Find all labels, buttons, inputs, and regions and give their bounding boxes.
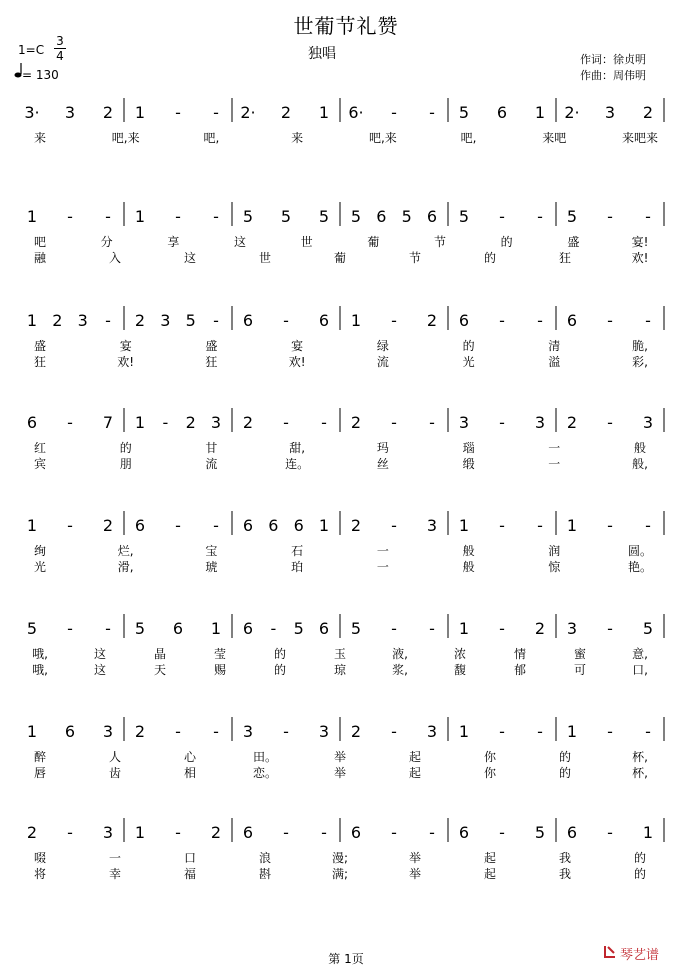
lyric: 光 xyxy=(462,355,475,369)
lyric: 杯, xyxy=(632,750,648,764)
lyric: 溢 xyxy=(548,355,561,369)
dash-note: - xyxy=(213,311,219,330)
note: 2 xyxy=(134,311,146,330)
dash-note: - xyxy=(391,823,397,842)
note: 1 xyxy=(566,722,578,741)
note: 3 xyxy=(210,413,222,432)
dash-note: - xyxy=(175,516,181,535)
time-signature-top: 3 xyxy=(56,34,64,48)
lyric: 人 xyxy=(108,750,122,764)
lyric: 漫; xyxy=(331,851,349,865)
lyric: 一 xyxy=(108,851,122,865)
logo-icon xyxy=(602,944,618,960)
note: 6 xyxy=(566,311,578,330)
lyric: 这 xyxy=(93,647,107,661)
lyric: 朋 xyxy=(119,457,132,471)
lyric: 宴 xyxy=(119,339,132,353)
lyric: 吧,来 xyxy=(368,131,397,145)
dash-note: - xyxy=(391,413,397,432)
note: 3 xyxy=(604,103,616,122)
lyric: 吧,来 xyxy=(111,131,140,145)
lyric: 石 xyxy=(291,544,304,558)
note: 3 xyxy=(642,413,654,432)
note: 3 xyxy=(160,311,171,330)
lyric: 入 xyxy=(108,251,122,265)
dash-note: - xyxy=(270,619,277,638)
dash-note: - xyxy=(429,619,435,638)
lyric: 世 xyxy=(258,251,272,265)
lyric: 来吧 xyxy=(542,131,567,145)
lyric: 来 xyxy=(291,131,304,145)
dash-note: - xyxy=(213,103,219,122)
lyric: 液, xyxy=(392,647,408,661)
lyric: 琥 xyxy=(205,560,218,574)
dash-note: - xyxy=(283,311,289,330)
lyric: 莹 xyxy=(213,647,227,661)
note: 5 xyxy=(280,207,292,226)
lyric: 绚 xyxy=(33,544,47,558)
lyric: 郁 xyxy=(513,663,527,677)
lyric: 宴 xyxy=(291,339,304,353)
lyric: 这 xyxy=(233,235,247,249)
lyric: 口, xyxy=(632,663,648,677)
lyric: 举 xyxy=(333,750,347,764)
lyric: 世 xyxy=(300,235,313,249)
dash-note: - xyxy=(429,103,435,122)
dash-note: - xyxy=(499,722,505,741)
dash-note: - xyxy=(645,207,651,226)
note: 5 xyxy=(242,207,254,226)
note: 6 xyxy=(318,311,330,330)
lyric: 天 xyxy=(153,663,167,677)
dash-note: - xyxy=(499,207,505,226)
dash-note: - xyxy=(499,619,505,638)
lyric: 欢! xyxy=(288,355,306,369)
lyric: 馥 xyxy=(453,663,467,677)
dash-note: - xyxy=(283,823,289,842)
note: 1 xyxy=(350,311,362,330)
lyric: 圆。 xyxy=(627,544,653,558)
note: 3 xyxy=(242,722,254,741)
note: 6 xyxy=(242,516,254,535)
lyric: 满; xyxy=(331,867,349,881)
note: 2 xyxy=(210,823,222,842)
lyric: 起 xyxy=(408,750,422,764)
lyric: 浪 xyxy=(258,851,272,865)
lyric: 般 xyxy=(462,560,475,574)
note: 2 xyxy=(350,413,362,432)
lyric: 珀 xyxy=(291,560,304,574)
dash-note: - xyxy=(607,516,613,535)
lyric: 相 xyxy=(183,766,197,780)
dash-note: - xyxy=(67,823,73,842)
lyric: 福 xyxy=(183,867,197,881)
dash-note: - xyxy=(499,311,505,330)
dash-note: - xyxy=(607,413,613,432)
lyric: 齿 xyxy=(108,766,122,780)
lyric: 我 xyxy=(558,867,572,881)
note: 3· xyxy=(24,103,40,122)
note: 6 xyxy=(293,516,304,535)
lyric: 你 xyxy=(483,750,497,764)
dash-note: - xyxy=(175,823,181,842)
lyric: 杯, xyxy=(632,766,648,780)
dash-note: - xyxy=(391,516,397,535)
dash-note: - xyxy=(645,722,651,741)
note: 1 xyxy=(134,413,146,432)
lyric: 蜜 xyxy=(573,647,587,661)
lyric: 绿 xyxy=(376,339,389,353)
lyric: 甜, xyxy=(289,441,306,455)
dash-note: - xyxy=(537,207,543,226)
note: 6 xyxy=(350,823,362,842)
lyric: 一 xyxy=(376,560,389,574)
lyric: 润 xyxy=(548,544,561,558)
note: 3 xyxy=(534,413,546,432)
lyric: 浓 xyxy=(453,647,467,661)
lyric: 的 xyxy=(558,750,572,764)
note: 1 xyxy=(26,311,38,330)
note: 2 xyxy=(350,722,362,741)
lyric: 幸 xyxy=(108,867,122,881)
lyric: 举 xyxy=(333,766,347,780)
note: 6 xyxy=(376,207,387,226)
note: 3 xyxy=(77,311,88,330)
dash-note: - xyxy=(175,103,181,122)
lyric: 可 xyxy=(573,663,587,677)
lyric: 我 xyxy=(558,851,572,865)
note: 2 xyxy=(426,311,438,330)
lyric: 脆, xyxy=(632,339,648,353)
dash-note: - xyxy=(537,516,543,535)
lyric: 般, xyxy=(632,457,648,471)
lyric: 口 xyxy=(183,851,197,865)
lyric: 哦, xyxy=(32,647,48,661)
lyric: 一 xyxy=(548,457,561,471)
dash-note: - xyxy=(175,722,181,741)
note: 6 xyxy=(458,823,470,842)
dash-note: - xyxy=(607,619,613,638)
note: 6 xyxy=(242,619,254,638)
lyric: 意, xyxy=(632,647,648,661)
lyric: 啜 xyxy=(33,851,47,865)
dash-note: - xyxy=(429,413,435,432)
lyric: 般 xyxy=(462,544,475,558)
lyric: 般 xyxy=(633,441,647,455)
dash-note: - xyxy=(213,207,219,226)
note: 2 xyxy=(134,722,146,741)
dash-note: - xyxy=(67,516,73,535)
dash-note: - xyxy=(283,722,289,741)
lyric: 浆, xyxy=(392,663,408,677)
lyric: 举 xyxy=(408,867,422,881)
note: 2 xyxy=(52,311,63,330)
dash-note: - xyxy=(105,619,111,638)
note: 1 xyxy=(134,207,146,226)
lyric: 烂, xyxy=(117,544,134,558)
note: 5 xyxy=(350,619,362,638)
note: 1 xyxy=(210,619,222,638)
lyric: 哦, xyxy=(32,663,48,677)
lyric: 的 xyxy=(483,251,497,265)
lyric: 将 xyxy=(33,867,47,881)
note: 5 xyxy=(350,207,362,226)
note: 2· xyxy=(240,103,256,122)
note: 2 xyxy=(185,413,196,432)
lyric: 盛 xyxy=(567,235,580,249)
lyric: 起 xyxy=(408,766,422,780)
dash-note: - xyxy=(283,413,289,432)
lyric: 瑙 xyxy=(462,441,475,455)
dash-note: - xyxy=(391,619,397,638)
dash-note: - xyxy=(67,413,73,432)
lyric: 葡 xyxy=(333,251,347,265)
lyric: 起 xyxy=(483,851,497,865)
time-signature-bottom: 4 xyxy=(54,48,66,63)
note: 6 xyxy=(64,722,76,741)
lyric: 来吧来 xyxy=(621,131,659,145)
note: 1 xyxy=(318,103,330,122)
lyric: 彩, xyxy=(632,355,648,369)
dash-note: - xyxy=(213,516,219,535)
dash-note: - xyxy=(499,516,505,535)
lyric: 狂 xyxy=(558,251,572,265)
dash-note: - xyxy=(499,823,505,842)
note: 1 xyxy=(26,516,38,535)
lyric: 醉 xyxy=(33,750,47,764)
lyric: 盛 xyxy=(33,339,47,353)
dash-note: - xyxy=(607,823,613,842)
lyric: 赐 xyxy=(213,663,227,677)
lyric: 滑, xyxy=(117,560,134,574)
dash-note: - xyxy=(391,722,397,741)
dash-note: - xyxy=(213,722,219,741)
lyric: 的 xyxy=(633,867,647,881)
dash-note: - xyxy=(321,823,327,842)
lyric: 情 xyxy=(513,647,527,661)
note: 5 xyxy=(642,619,654,638)
note: 2 xyxy=(566,413,578,432)
note: 6 xyxy=(242,311,254,330)
dash-note: - xyxy=(105,207,111,226)
lyric: 盛 xyxy=(205,339,218,353)
note: 5 xyxy=(293,619,304,638)
note: 1 xyxy=(458,722,470,741)
lyric: 吧, xyxy=(460,131,477,145)
note: 1 xyxy=(318,516,330,535)
note: 1 xyxy=(26,722,38,741)
song-title: 世葡节礼赞 xyxy=(293,14,399,38)
lyric: 琼 xyxy=(333,663,347,677)
note: 2 xyxy=(642,103,654,122)
lyric: 晶 xyxy=(153,647,167,661)
note: 6 xyxy=(566,823,578,842)
lyric: 起 xyxy=(483,867,497,881)
dash-note: - xyxy=(321,413,327,432)
lyric: 的 xyxy=(273,647,287,661)
note: 1 xyxy=(134,103,146,122)
note: 5 xyxy=(534,823,546,842)
lyric: 的 xyxy=(500,235,513,249)
note: 5 xyxy=(134,619,146,638)
lyric: 红 xyxy=(33,441,47,455)
note: 3 xyxy=(426,516,438,535)
dash-note: - xyxy=(607,311,613,330)
note: 6· xyxy=(348,103,364,122)
note: 2 xyxy=(534,619,546,638)
lyric: 恋。 xyxy=(252,766,278,780)
lyricist: 作词：徐贞明 xyxy=(580,53,646,66)
dash-note: - xyxy=(607,722,613,741)
lyric: 吧 xyxy=(33,235,47,249)
note: 1 xyxy=(458,619,470,638)
lyric: 的 xyxy=(119,441,132,455)
note: 5 xyxy=(401,207,412,226)
dash-note: - xyxy=(537,311,543,330)
lyric: 举 xyxy=(408,851,422,865)
lyric: 狂 xyxy=(33,355,47,369)
lyric: 享 xyxy=(167,235,180,249)
lyric: 连。 xyxy=(285,457,310,471)
lyric: 葡 xyxy=(367,235,380,249)
lyric: 清 xyxy=(548,339,561,353)
lyric: 宝 xyxy=(205,544,218,558)
lyric: 吧, xyxy=(203,131,220,145)
note: 1 xyxy=(642,823,654,842)
note: 3 xyxy=(458,413,470,432)
lyric: 缎 xyxy=(462,457,475,471)
note: 6 xyxy=(268,516,279,535)
note: 3 xyxy=(318,722,330,741)
dash-note: - xyxy=(105,311,111,330)
lyric: 的 xyxy=(633,851,647,865)
note: 6 xyxy=(242,823,254,842)
lyric: 分 xyxy=(100,235,113,249)
lyric: 惊 xyxy=(548,560,561,574)
lyric: 欢! xyxy=(117,355,135,369)
page-number: 第 1页 xyxy=(328,952,364,966)
lyric: 流 xyxy=(205,457,218,471)
note: 7 xyxy=(102,413,114,432)
dash-note: - xyxy=(391,103,397,122)
note: 6 xyxy=(496,103,508,122)
lyric: 玉 xyxy=(333,647,347,661)
lyric: 甘 xyxy=(205,441,218,455)
lyric: 唇 xyxy=(33,766,47,780)
lyric: 艳。 xyxy=(627,560,653,574)
dash-note: - xyxy=(67,207,73,226)
lyric: 流 xyxy=(376,355,389,369)
note: 2 xyxy=(280,103,292,122)
note: 6 xyxy=(172,619,184,638)
lyric: 这 xyxy=(183,251,197,265)
note: 6 xyxy=(458,311,470,330)
note: 6 xyxy=(426,207,438,226)
lyric: 宾 xyxy=(33,457,47,471)
dash-note: - xyxy=(429,823,435,842)
lyric: 你 xyxy=(483,766,497,780)
note: 2· xyxy=(564,103,580,122)
note: 2 xyxy=(102,516,114,535)
lyric: 节 xyxy=(408,251,422,265)
lyric: 田。 xyxy=(252,750,278,764)
lyric: 欢! xyxy=(631,251,649,265)
note: 1 xyxy=(134,823,146,842)
lyric: 节 xyxy=(433,235,447,249)
note: 1 xyxy=(26,207,38,226)
lyric: 心 xyxy=(183,750,197,764)
lyric: 光 xyxy=(33,560,47,574)
lyric: 丝 xyxy=(376,457,389,471)
dash-note: - xyxy=(607,207,613,226)
lyric: 狂 xyxy=(205,355,218,369)
dash-note: - xyxy=(645,516,651,535)
note: 5 xyxy=(566,207,578,226)
note: 5 xyxy=(26,619,38,638)
watermark-logo: 琴艺谱 xyxy=(620,948,660,963)
lyric: 的 xyxy=(558,766,572,780)
lyric: 一 xyxy=(376,544,389,558)
composer: 作曲：周伟明 xyxy=(580,69,646,82)
lyric: 的 xyxy=(273,663,287,677)
note: 1 xyxy=(566,516,578,535)
note: 3 xyxy=(64,103,76,122)
performance-type: 独唱 xyxy=(308,46,336,62)
note: 5 xyxy=(185,311,196,330)
lyric: 斟 xyxy=(258,867,272,881)
dash-note: - xyxy=(645,311,651,330)
note: 2 xyxy=(350,516,362,535)
note: 3 xyxy=(426,722,438,741)
note: 3 xyxy=(102,722,114,741)
note: 2 xyxy=(102,103,114,122)
dash-note: - xyxy=(175,207,181,226)
lyric: 的 xyxy=(462,339,475,353)
note: 5 xyxy=(458,103,470,122)
dash-note: - xyxy=(499,413,505,432)
note: 6 xyxy=(318,619,330,638)
note: 2 xyxy=(242,413,254,432)
tempo-marking: = 130 xyxy=(22,68,59,82)
lyric: 来 xyxy=(33,131,47,145)
note: 3 xyxy=(102,823,114,842)
note: 1 xyxy=(534,103,546,122)
note: 3 xyxy=(566,619,578,638)
lyric: 玛 xyxy=(376,441,389,455)
key-signature: 1=C xyxy=(18,43,45,57)
dash-note: - xyxy=(67,619,73,638)
note: 2 xyxy=(26,823,38,842)
note: 6 xyxy=(26,413,38,432)
lyric: 一 xyxy=(548,441,561,455)
dash-note: - xyxy=(537,722,543,741)
note: 5 xyxy=(318,207,330,226)
lyric: 融 xyxy=(33,251,47,265)
note: 1 xyxy=(458,516,470,535)
note: 6 xyxy=(134,516,146,535)
note: 5 xyxy=(458,207,470,226)
dash-note: - xyxy=(162,413,169,432)
lyric: 这 xyxy=(93,663,107,677)
dash-note: - xyxy=(391,311,397,330)
lyric: 宴! xyxy=(631,235,649,249)
